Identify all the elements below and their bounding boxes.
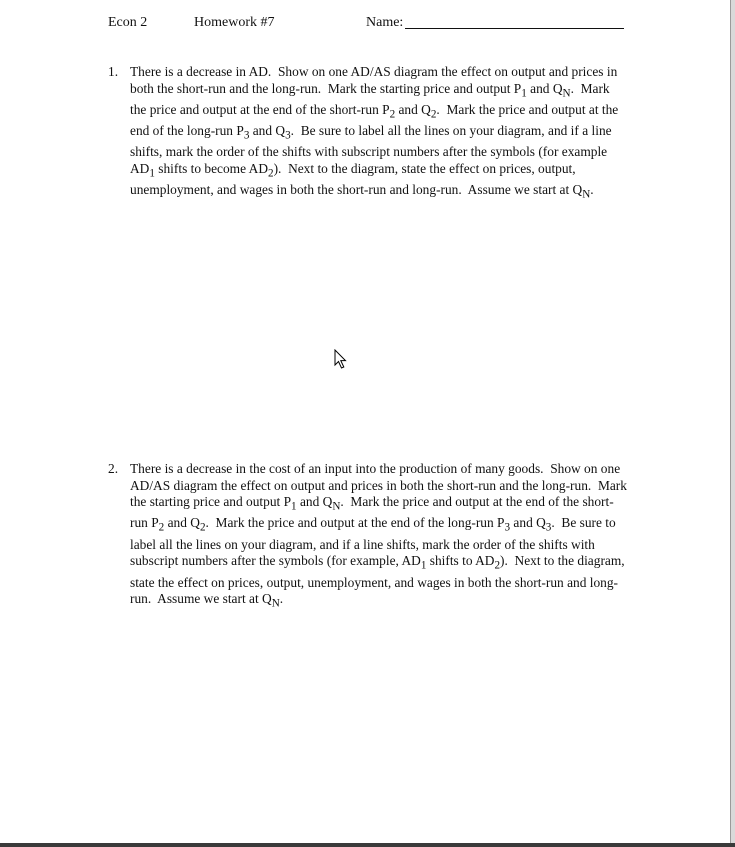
window-bottom-edge	[0, 843, 735, 847]
name-blank-line	[405, 14, 624, 29]
homework-label: Homework #7	[194, 15, 275, 30]
question-1	[108, 64, 628, 204]
mouse-pointer-icon	[334, 349, 348, 369]
course-label: Econ 2	[108, 15, 148, 30]
question-number: 1.	[108, 64, 119, 79]
name-label: Name:	[366, 15, 404, 30]
name-field	[366, 14, 403, 32]
question-number: 2.	[108, 461, 119, 476]
window-right-edge	[730, 0, 735, 847]
question-text: There is a decrease in AD. Show on one AD/AS diagram the effect on output and prices in both the short-run and the long-run. Mark the starting price and output $P_1$ and $Q_N$. Mark the price and output at the end of the short-run $P_2$ and $Q_2$. Mark the price and output at the end of the long-run $P_3$ and $Q_3$. Be sure to label all the lines on your diagram, and if a line shifts, mark the order of the shifts with subscript numbers after the symbols (for example $AD_1$ shifts to become $AD_2$). Next to the diagram, state the effect on prices, output, unemployment, and wages in both the short-run and long-run. Assume we start at $Q_N$.	[130, 64, 619, 201]
question-text: There is a decrease in the cost of an input into the production of many goods. Show on one AD/AS diagram the effect on output and prices in both the short-run and the long-run. Mark the starting price and output $P_1$ and $Q_N$. Mark the price and output at the end of the short-run $P_2$ and $Q_2$. Mark the price and output at the end of the long-run $P_3$ and $Q_3$. Be sure to label all the lines on your diagram, and if a line shifts, mark the order of the shifts with subscript numbers after the symbols (for example, $AD_1$ shifts to $AD_2$). Next to the diagram, state the effect on prices, output, unemployment, and wages in both the short-run and long-run. Assume we start at $Q_N$.	[130, 461, 627, 610]
question-2	[108, 461, 628, 612]
